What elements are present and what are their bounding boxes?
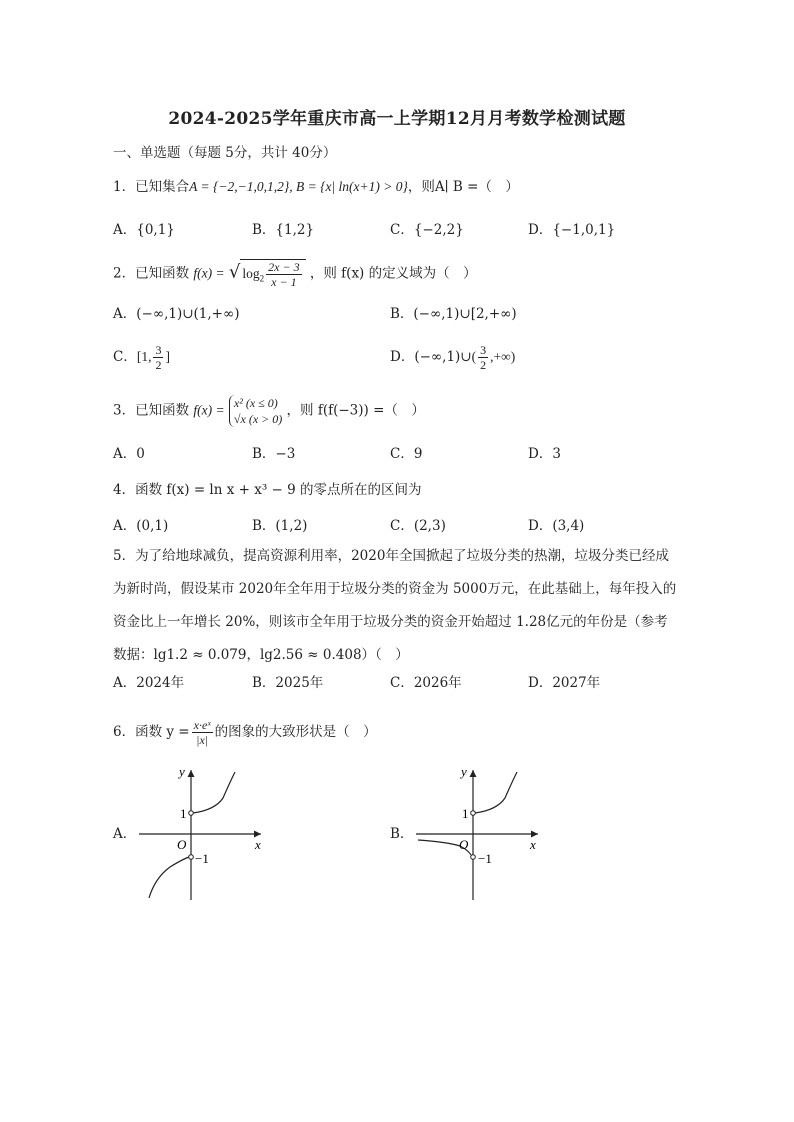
q6-a-origin-label: O <box>177 837 187 852</box>
q6-a-open-point-bottom <box>189 855 194 860</box>
q6-graph-b[interactable] <box>412 760 552 905</box>
q1-option-b[interactable]: B．{1,2} <box>252 222 315 238</box>
q3-option-c[interactable]: C．9 <box>390 446 423 462</box>
q4-option-d[interactable]: D．(3,4) <box>528 518 585 534</box>
q6-b-neg-one-label: −1 <box>478 851 492 866</box>
q6-a-one-label: 1 <box>180 806 187 821</box>
q2-option-d-right: ,+∞) <box>490 349 516 364</box>
q6-option-a-label[interactable]: A． <box>113 826 137 842</box>
q6-stem-prefix: 6．函数 y = <box>113 724 190 740</box>
q2-option-c-right: ] <box>165 349 170 364</box>
q5-line-2: 为新时尚，假设某市 2020年全年用于垃圾分类的资金为 5000万元，在此基础上，每年投入的 <box>113 581 677 597</box>
q2-log-base: 2 <box>259 273 265 284</box>
q6-fraction <box>192 718 213 747</box>
q6-b-x-label: x <box>530 837 536 852</box>
q3-case-2: √x (x > 0) <box>233 412 283 426</box>
q6-a-neg-one-label: −1 <box>195 851 209 866</box>
q2-option-d-num: 3 <box>480 343 487 357</box>
q1-stem-prefix: 1．已知集合 <box>113 179 190 195</box>
q3-option-a[interactable]: A．0 <box>113 446 145 462</box>
q1-stem-suffix: ，则A∣ B =（ ） <box>407 179 519 195</box>
question-1 <box>113 177 519 197</box>
q6-b-origin-label: O <box>459 837 469 852</box>
q1-option-d[interactable]: D．{−1,0,1} <box>528 222 616 238</box>
q1-option-c[interactable]: C．{−2,2} <box>390 222 464 238</box>
question-2 <box>113 259 477 289</box>
q6-stem-suffix: 的图象的大致形状是（ ） <box>214 724 377 740</box>
q5-line-4: 数据：lg1.2 ≈ 0.079，lg2.56 ≈ 0.408）（ ） <box>113 647 409 663</box>
q2-sqrt-sign: √ <box>228 261 241 283</box>
q2-log: log <box>242 266 260 281</box>
q3-stem-suffix: ，则 f(f(−3)) =（ ） <box>286 402 425 419</box>
q2-stem-suffix: ，则 f(x) 的定义域为（ ） <box>309 265 477 282</box>
q5-option-c[interactable]: C．2026年 <box>390 675 462 691</box>
q6-option-b-label[interactable]: B． <box>390 826 414 842</box>
q4-option-c[interactable]: C．(2,3) <box>390 518 446 534</box>
q5-line-1: 5．为了给地球减负，提高资源利用率，2020年全国掀起了垃圾分类的热潮，垃圾分类已经成 <box>113 548 669 564</box>
q2-option-c-den: 2 <box>155 358 162 372</box>
q6-b-right-curve <box>475 772 517 813</box>
q6-graph-a[interactable] <box>135 760 275 905</box>
q4-option-b[interactable]: B．(1,2) <box>252 518 308 534</box>
q2-option-c-label: C． <box>113 349 137 365</box>
q6-denominator: |x| <box>196 733 209 747</box>
question-5 <box>113 540 683 672</box>
q2-fx: f(x) = <box>193 265 225 281</box>
section-heading: 一、单选题（每题 5分，共计 40分） <box>113 145 337 161</box>
q3-option-d[interactable]: D．3 <box>528 446 561 462</box>
q2-option-d[interactable] <box>390 343 515 372</box>
q3-fx: f(x) = <box>193 402 225 418</box>
q6-b-one-label: 1 <box>462 806 469 821</box>
q2-denominator: x − 1 <box>271 275 297 289</box>
q2-option-c-frac <box>153 343 163 372</box>
q2-option-c[interactable] <box>113 343 170 372</box>
question-3 <box>113 395 425 427</box>
q2-option-d-left: ( <box>471 349 477 364</box>
q4-option-a[interactable]: A．(0,1) <box>113 518 169 534</box>
q6-a-left-curve <box>149 857 189 898</box>
q6-a-x-label: x <box>255 837 261 852</box>
question-6 <box>113 718 377 747</box>
q2-option-c-left: [1, <box>136 349 152 364</box>
question-4: 4．函数 f(x) = ln x + x³ − 9 的零点所在的区间为 <box>113 482 422 498</box>
q2-numerator: 2x − 3 <box>268 260 300 274</box>
q2-option-b[interactable]: B．(−∞,1)∪[2,+∞) <box>390 306 517 322</box>
q5-option-a[interactable]: A．2024年 <box>113 675 185 691</box>
q3-option-b[interactable]: B．−3 <box>252 446 296 462</box>
q6-b-y-label: y <box>461 764 467 779</box>
q3-case-1: x² (x ≤ 0) <box>233 396 278 410</box>
q5-option-d[interactable]: D．2027年 <box>528 675 601 691</box>
q1-option-a[interactable]: A．{0,1} <box>113 222 175 238</box>
q2-radicand <box>240 259 305 289</box>
q2-option-d-label: D．(−∞,1)∪ <box>390 349 472 365</box>
q1-sets: A = {−2,−1,0,1,2}, B = {x| ln(x+1) > 0} <box>189 179 408 194</box>
q3-stem-prefix: 3．已知函数 <box>113 402 190 419</box>
q6-a-y-label: y <box>179 764 185 779</box>
q5-line-3: 资金比上一年增长 20%，则该市全年用于垃圾分类的资金开始超过 1.28亿元的年份是（参考 <box>113 614 668 630</box>
q2-option-d-den: 2 <box>480 358 487 372</box>
q6-a-right-curve <box>193 772 235 813</box>
q6-a-open-point-top <box>189 811 194 816</box>
q2-option-c-num: 3 <box>155 343 162 357</box>
q2-stem-prefix: 2．已知函数 <box>113 265 190 282</box>
q3-piecewise <box>229 395 282 427</box>
q2-option-a[interactable]: A．(−∞,1)∪(1,+∞) <box>113 306 240 322</box>
q2-option-d-frac <box>478 343 488 372</box>
q6-b-open-point-top <box>471 811 476 816</box>
q6-numerator: x·eˣ <box>193 718 211 732</box>
q6-b-open-point-bottom <box>471 855 476 860</box>
q2-fraction <box>266 260 301 289</box>
q5-option-b[interactable]: B．2025年 <box>252 675 324 691</box>
page-title: 2024-2025学年重庆市高一上学期12月月考数学检测试题 <box>168 109 626 129</box>
